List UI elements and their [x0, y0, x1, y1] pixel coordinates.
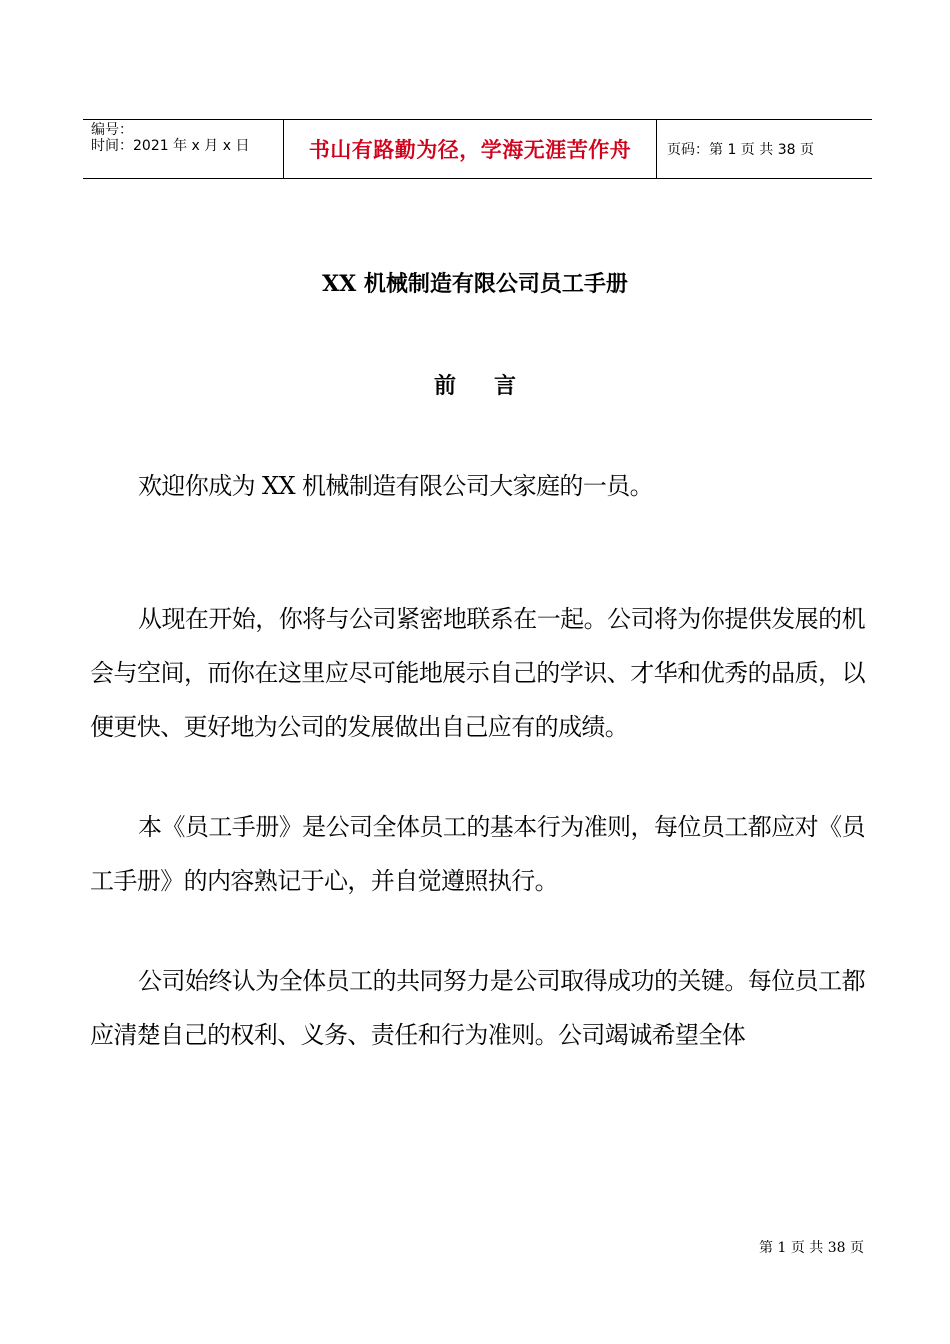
document-header	[83, 119, 872, 179]
paragraph: 从现在开始，你将与公司紧密地联系在一起。公司将为你提供发展的机会与空间，而你在这里应尽可能地展示自己的学识、才华和优秀的品质，以便更快、更好地为公司的发展做出自己应有的成绩。	[90, 605, 865, 741]
header-meta	[91, 120, 281, 178]
header-motto: 书山有路勤为径，学海无涯苦作舟	[308, 138, 632, 162]
header-divider	[656, 120, 657, 178]
paragraph: 本《员工手册》是公司全体员工的基本行为准则，每位员工都应对《员工手册》的内容熟记于心，并自觉遵照执行。	[90, 813, 865, 895]
document-time-label: 时间：2021 年 x 月 x 日	[91, 138, 250, 154]
document-body	[90, 459, 865, 1108]
paragraph: 欢迎你成为 XX 机械制造有限公司大家庭的一员。	[138, 472, 654, 500]
paragraph: 公司始终认为全体员工的共同努力是公司取得成功的关键。每位员工都应清楚自己的权利、义务、责任和行为准则。公司竭诚希望全体	[90, 967, 865, 1049]
section-title: 前言	[433, 373, 554, 399]
document-number-label: 编号：	[91, 122, 133, 138]
header-page-number: 页码：第 1 页 共 38 页	[667, 142, 814, 158]
document-title: XX 机械制造有限公司员工手册	[322, 271, 628, 297]
footer-page-number: 第 1 页 共 38 页	[759, 1240, 864, 1256]
